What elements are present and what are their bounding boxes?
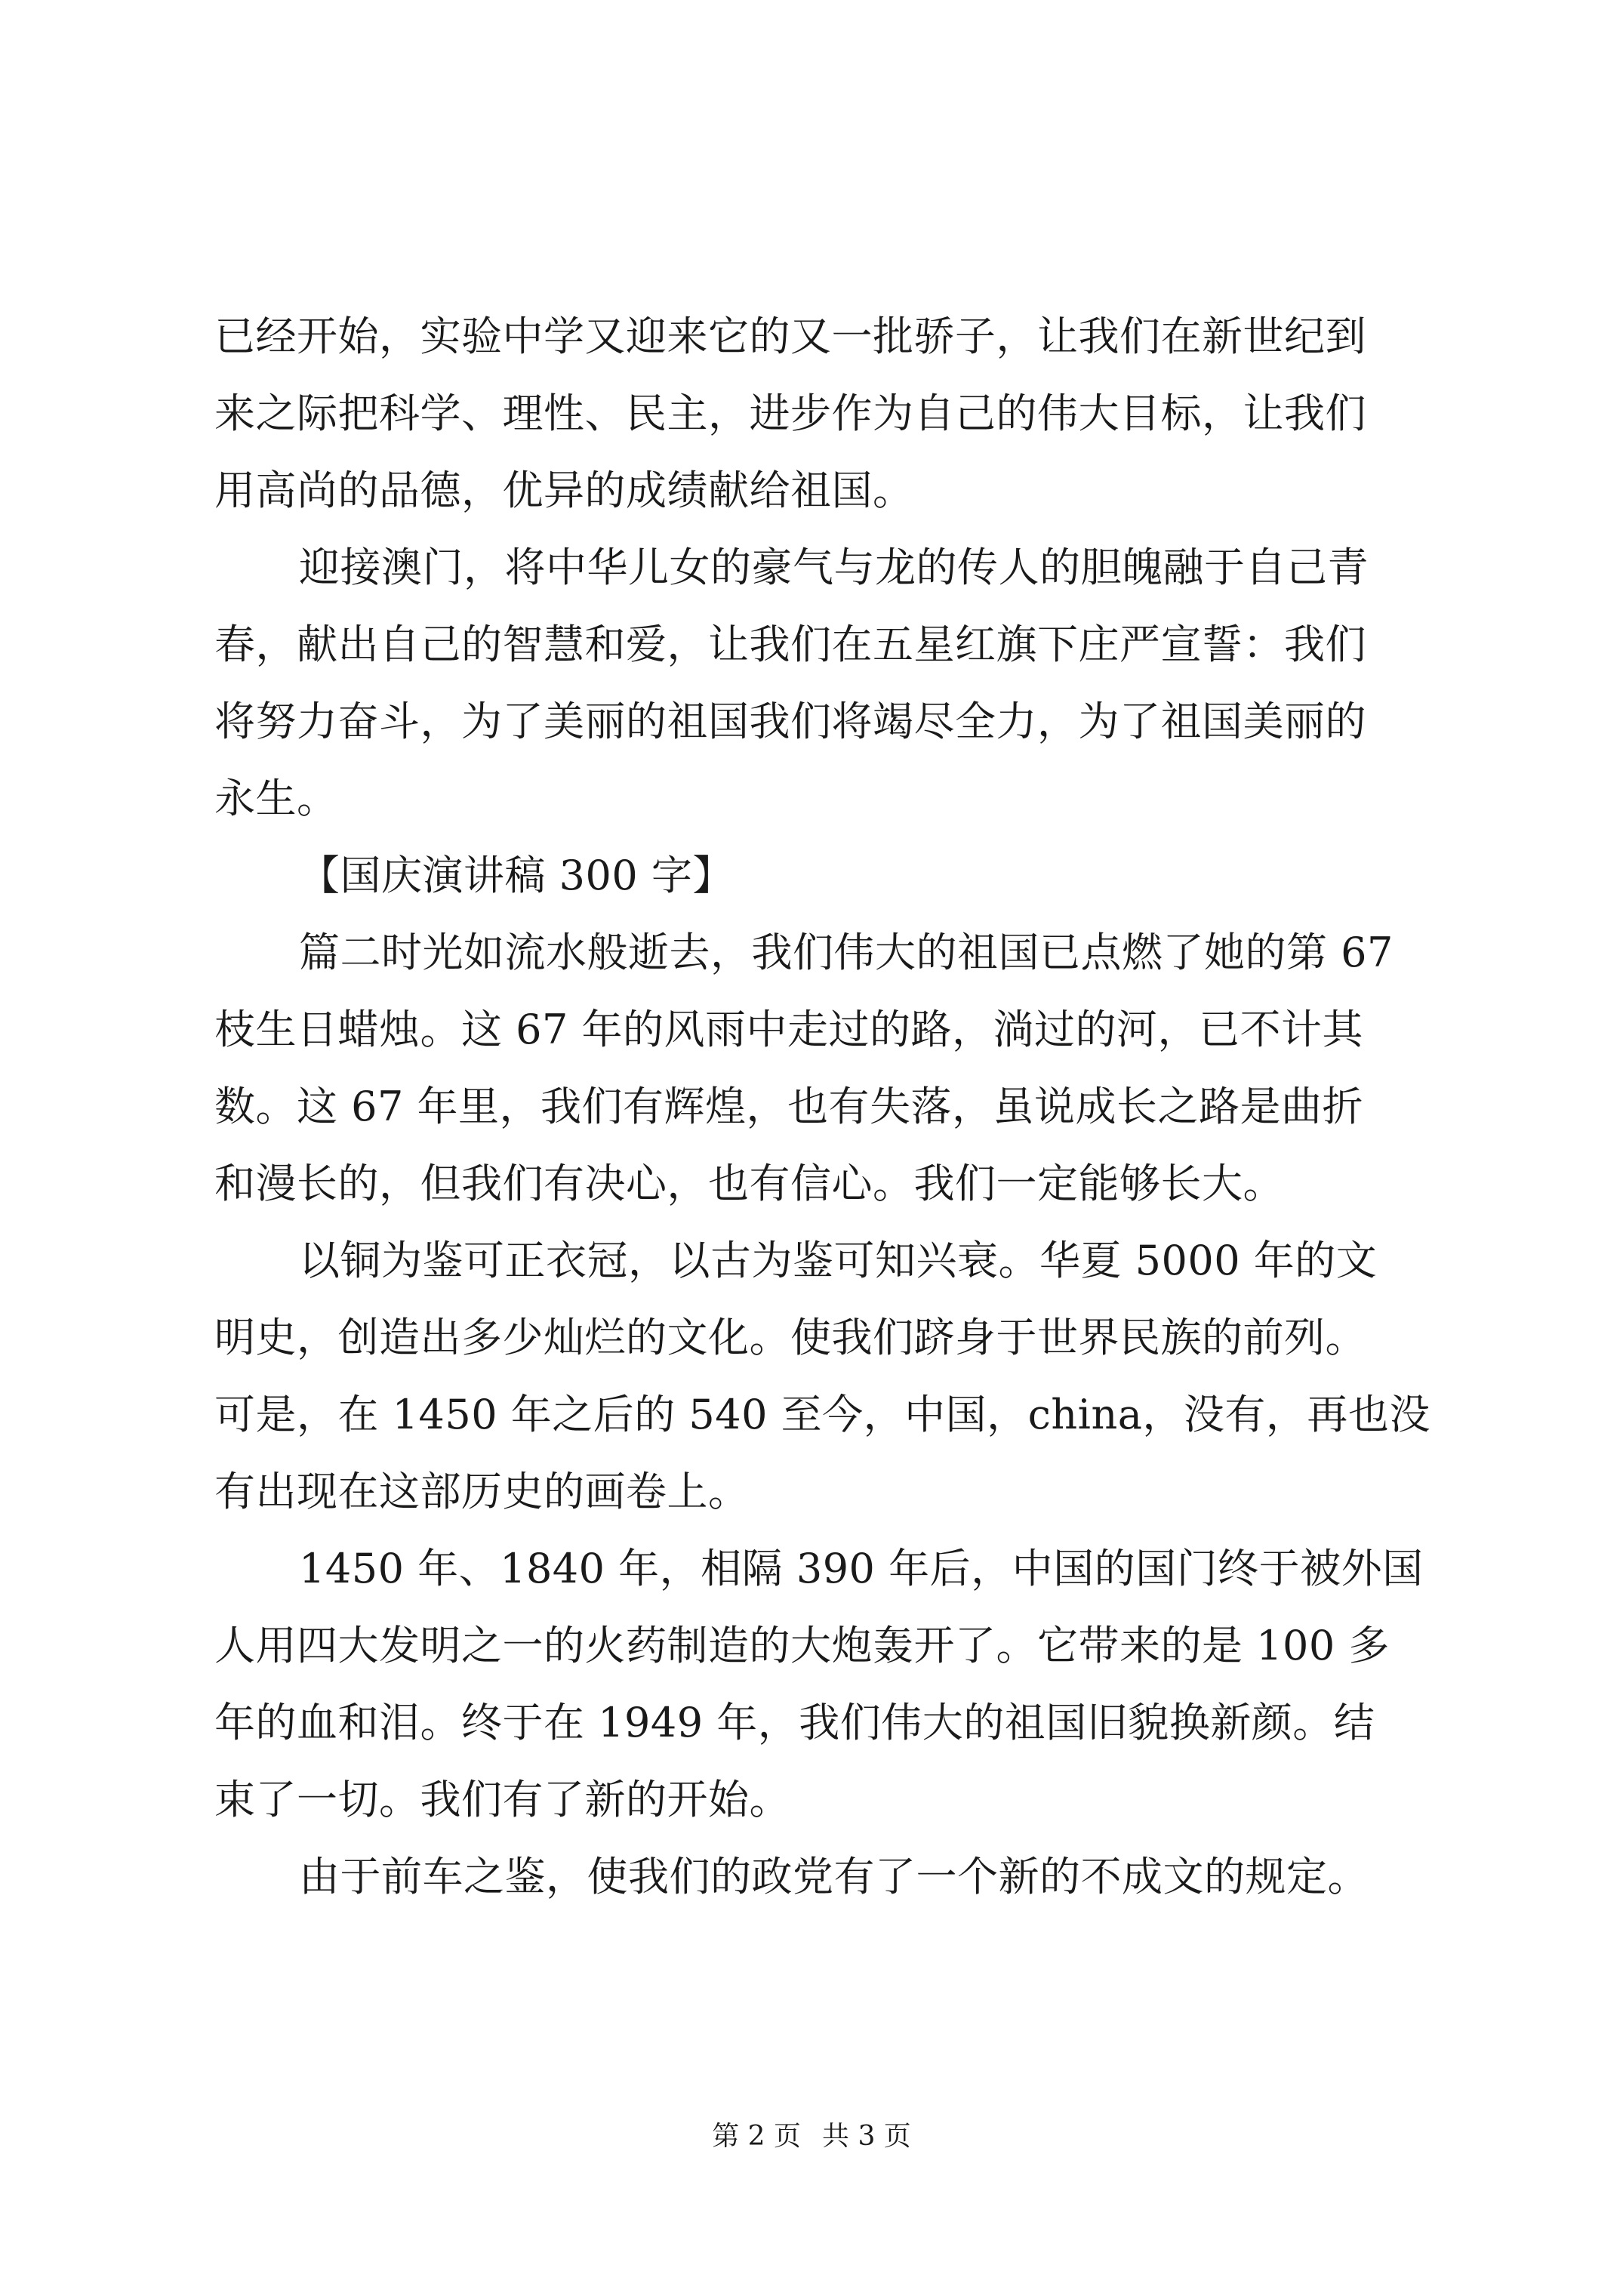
text-line: 用高尚的品德，优异的成绩献给祖国。: [214, 467, 914, 514]
text-line: 将努力奋斗，为了美丽的祖国我们将竭尽全力，为了祖国美丽的: [214, 698, 1366, 745]
section-heading: 【国庆演讲稿 300 字】: [299, 852, 734, 899]
text-line: 枝生日蜡烛。这 67 年的风雨中走过的路，淌过的河，已不计其: [214, 1006, 1364, 1053]
text-line: 束了一切。我们有了新的开始。: [214, 1776, 790, 1823]
document-body: [214, 298, 1431, 1915]
text-line: 来之际把科学、理性、民主，进步作为自己的伟大目标，让我们: [214, 390, 1366, 437]
text-line: 明史，创造出多少灿烂的文化。使我们跻身于世界民族的前列。: [214, 1314, 1366, 1361]
paragraph-first-line: 以铜为鉴可正衣冠，以古为鉴可知兴衰。华夏 5000 年的文: [299, 1237, 1378, 1284]
text-line: 人用四大发明之一的火药制造的大炮轰开了。它带来的是 100 多: [214, 1622, 1390, 1669]
text-line: 有出现在这部历史的画卷上。: [214, 1468, 750, 1515]
text-line: 和漫长的，但我们有决心，也有信心。我们一定能够长大。: [214, 1160, 1284, 1207]
text-line: 可是，在 1450 年之后的 540 至今，中国，china，没有，再也没: [214, 1391, 1431, 1438]
paragraph-first-line: 迎接澳门，将中华儿女的豪气与龙的传人的胆魄融于自己青: [299, 544, 1369, 591]
text-line: 已经开始，实验中学又迎来它的又一批骄子，让我们在新世纪到: [214, 313, 1366, 360]
text-line: 数。这 67 年里，我们有辉煌，也有失落，虽说成长之路是曲折: [214, 1083, 1364, 1130]
page-footer: [0, 2118, 1623, 2156]
paragraph-first-line: 篇二时光如流水般逝去，我们伟大的祖国已点燃了她的第 67: [299, 929, 1394, 976]
page-total: 共 3 页: [822, 2121, 911, 2152]
page-number: 第 2 页: [712, 2121, 801, 2152]
paragraph-first-line: 1450 年、1840 年，相隔 390 年后，中国的国门终于被外国: [299, 1545, 1424, 1592]
text-line: 永生。: [214, 775, 338, 822]
text-line: 年的血和泪。终于在 1949 年，我们伟大的祖国旧貌换新颜。结: [214, 1699, 1375, 1746]
paragraph-first-line: 由于前车之鉴，使我们的政党有了一个新的不成文的规定。: [299, 1853, 1369, 1900]
text-line: 春，献出自己的智慧和爱，让我们在五星红旗下庄严宣誓：我们: [214, 621, 1366, 668]
